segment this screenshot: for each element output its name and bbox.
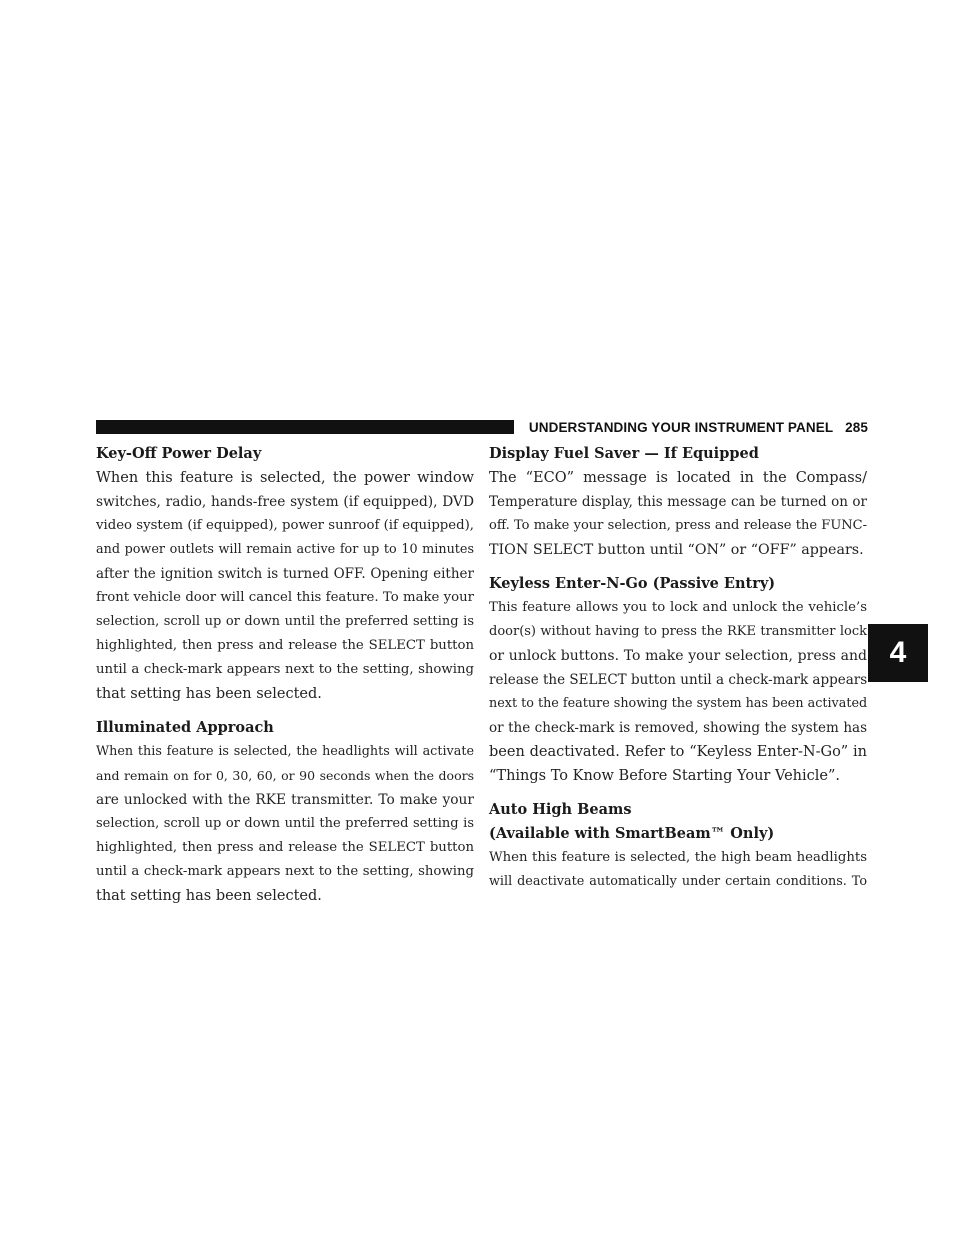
left-column [96,442,474,908]
paragraph-display-fuel-saver [489,466,867,562]
chapter-tab: 4 [868,624,928,682]
paragraph-key-off-power-delay [96,466,474,706]
text-line: or unlock buttons. To make your selection, press and [489,648,867,664]
text-line: video system (if equipped), power sunroof (if equipped), [96,518,474,533]
section-title: UNDERSTANDING YOUR INSTRUMENT PANEL [528,419,834,435]
text-line: after the ignition switch is turned OFF. Opening either [96,566,474,582]
text-line: highlighted, then press and release the SELECT button [96,638,474,653]
subheading-smartbeam: (Available with SmartBeam™ Only) [489,825,775,842]
text-line: next to the feature showing the system has been activated [489,696,868,711]
running-header [522,418,868,436]
text-line: switches, radio, hands-free system (if equipped), DVD [96,494,474,510]
text-line: been deactivated. Refer to “Keyless Enter-N-Go” in [489,744,867,760]
heading-key-off-power-delay: Key-Off Power Delay [96,445,262,462]
text-line: When this feature is selected, the power window [96,470,474,486]
text-line: or the check-mark is removed, showing the system has [489,720,867,736]
heading-display-fuel-saver: Display Fuel Saver — If Equipped [489,445,759,462]
heading-keyless-enter-n-go: Keyless Enter-N-Go (Passive Entry) [489,575,776,592]
text-line: that setting has been selected. [96,888,322,904]
text-line: When this feature is selected, the headlights will activate [96,744,474,759]
text-line: door(s) without having to press the RKE transmitter lock [489,624,867,639]
text-line: highlighted, then press and release the SELECT button [96,840,474,855]
text-line: until a check-mark appears next to the setting, showing [96,864,474,879]
text-line: are unlocked with the RKE transmitter. To make your [96,792,474,808]
paragraph-auto-high-beams [489,846,867,894]
text-line: selection, scroll up or down until the preferred setting is [96,816,474,831]
text-line: will deactivate automatically under certain conditions. To [489,874,867,889]
text-line: selection, scroll up or down until the preferred setting is [96,614,474,629]
text-line: This feature allows you to lock and unlock the vehicle’s [489,600,867,615]
text-line: When this feature is selected, the high beam headlights [489,850,867,865]
heading-illuminated-approach: Illuminated Approach [96,719,274,736]
heading-auto-high-beams: Auto High Beams [489,801,632,818]
text-line: Temperature display, this message can be turned on or [489,494,867,510]
text-line: and power outlets will remain active for up to 10 minutes [96,542,474,557]
text-line: and remain on for 0, 30, 60, or 90 seconds when the doors [96,768,474,783]
text-line: off. To make your selection, press and release the FUNC- [489,518,867,533]
text-line: until a check-mark appears next to the setting, showing [96,662,474,677]
text-line: TION SELECT button until “ON” or “OFF” appears. [489,542,864,558]
header-rule [96,420,514,434]
paragraph-keyless-enter-n-go [489,596,867,788]
text-line: that setting has been selected. [96,686,322,702]
page-number: 285 [845,419,868,435]
text-line: release the SELECT button until a check-mark appears [489,672,868,688]
text-line: The “ECO” message is located in the Compass/ [489,470,867,486]
right-column [489,442,867,894]
text-line: “Things To Know Before Starting Your Vehicle”. [489,768,841,784]
paragraph-illuminated-approach [96,740,474,908]
text-line: front vehicle door will cancel this feature. To make your [96,590,474,605]
